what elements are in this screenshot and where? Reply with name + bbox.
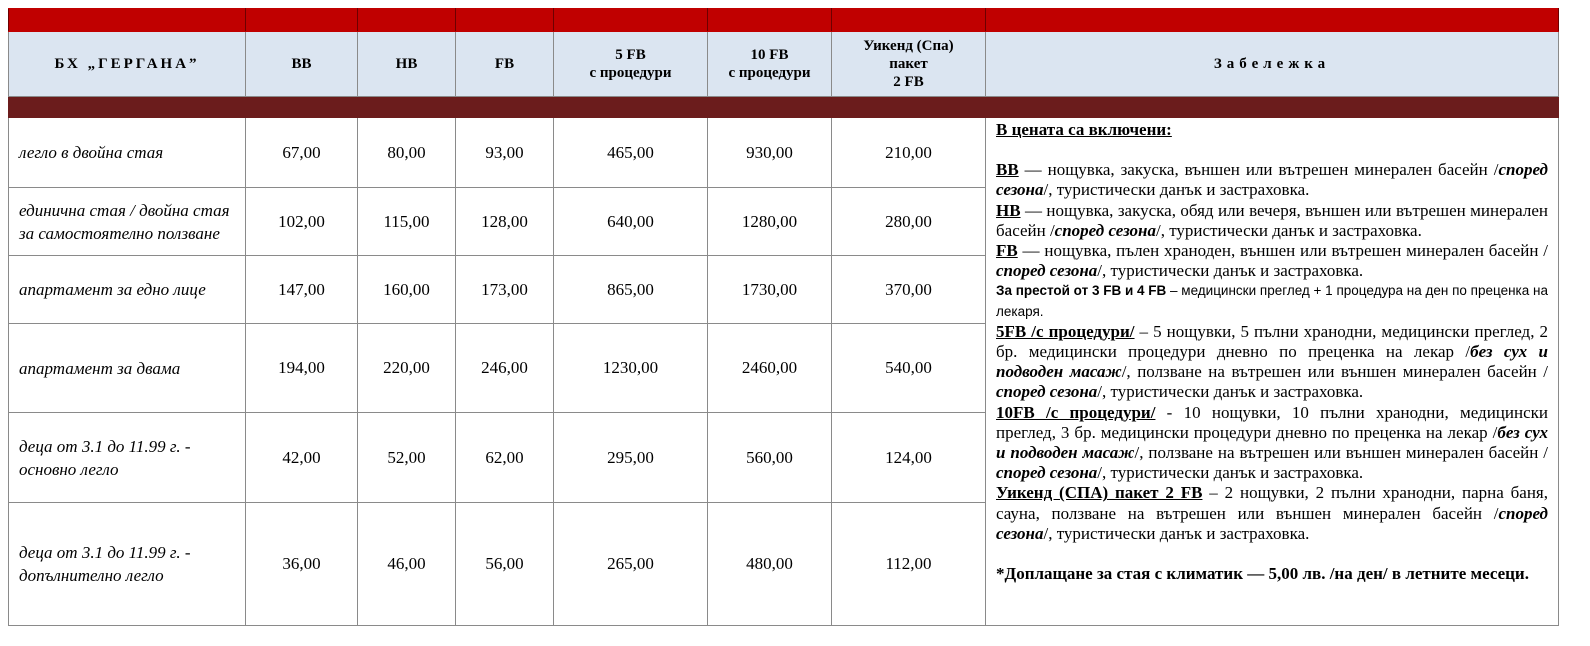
price-cell: 42,00 xyxy=(246,413,358,503)
row-label: единична стая / двойна стая за самостоятелно ползване xyxy=(9,188,246,256)
price-cell: 173,00 xyxy=(456,256,554,324)
header-color-band xyxy=(9,9,1559,32)
note-5fb: 5FB /с процедури/ – 5 нощувки, 5 пълни хранодни, медицински преглед, 2 бр. медицински процедури дневно по преценка на лекар /без сух и подводен масаж/, ползване на вътрешен или външен минерален басейн /според сезона/, туристически данък и застраховка. xyxy=(996,321,1549,402)
price-cell: 1230,00 xyxy=(554,324,708,413)
price-cell: 124,00 xyxy=(832,413,986,503)
price-cell: 80,00 xyxy=(358,118,456,188)
note-title: В цената са включени: xyxy=(996,120,1172,139)
price-cell: 2460,00 xyxy=(708,324,832,413)
note-stay: За престой от 3 FB и 4 FB – медицински преглед + 1 процедура на ден по преценка на лекаря. xyxy=(996,283,1548,319)
row-label: апартамент за двама xyxy=(9,324,246,413)
price-cell: 147,00 xyxy=(246,256,358,324)
price-cell: 52,00 xyxy=(358,413,456,503)
col-hb-header: НВ xyxy=(358,32,456,97)
note-cell xyxy=(986,118,1559,626)
price-cell: 930,00 xyxy=(708,118,832,188)
price-cell: 640,00 xyxy=(554,188,708,256)
note-surcharge: *Доплащане за стая с климатик — 5,00 лв. /на ден/ в летните месеци. xyxy=(996,564,1529,584)
price-cell: 295,00 xyxy=(554,413,708,503)
col-weekend-header: Уикенд (Спа) пакет 2 FB xyxy=(832,32,986,97)
price-cell: 160,00 xyxy=(358,256,456,324)
note-header: Забележка xyxy=(986,32,1559,97)
note-10fb: 10FB /с процедури/ - 10 нощувки, 10 пълни хранодни, медицински преглед, 3 бр. медицински процедури дневно по преценка на лекар /без сух и подводен масаж/, ползване на вътрешен или външен минерален басейн /според сезона/, туристически данък и застраховка. xyxy=(996,402,1549,483)
price-cell: 115,00 xyxy=(358,188,456,256)
row-label: деца от 3.1 до 11.99 г. - допълнително легло xyxy=(9,503,246,626)
price-cell: 56,00 xyxy=(456,503,554,626)
note-weekend: Уикенд (СПА) пакет 2 FB – 2 нощувки, 2 пълни хранодни, парна баня, сауна, ползване на вътрешен или външен минерален басейн /според сезона/, туристически данък и застраховка. xyxy=(996,483,1548,543)
price-cell: 194,00 xyxy=(246,324,358,413)
header-divider-band xyxy=(9,97,1559,118)
table-row xyxy=(9,118,1559,188)
hotel-name-header: БХ „ГЕРГАНА” xyxy=(9,32,246,97)
col-10fb-header: 10 FB с процедури xyxy=(708,32,832,97)
note-fb: FB — нощувка, пълен храноден, външен или вътрешен минерален басейн /според сезона/, туристически данък и застраховка. xyxy=(996,241,1548,281)
row-label: легло в двойна стая xyxy=(9,118,246,188)
row-label: апартамент за едно лице xyxy=(9,256,246,324)
price-cell: 210,00 xyxy=(832,118,986,188)
header-row xyxy=(9,32,1559,97)
price-cell: 67,00 xyxy=(246,118,358,188)
note-hb: НВ — нощувка, закуска, обяд или вечеря, външен или вътрешен минерален басейн /според сезона/, туристически данък и застраховка. xyxy=(996,200,1548,240)
price-cell: 370,00 xyxy=(832,256,986,324)
price-table xyxy=(8,8,1559,626)
col-fb-header: FB xyxy=(456,32,554,97)
price-cell: 280,00 xyxy=(832,188,986,256)
row-label: деца от 3.1 до 11.99 г. - основно легло xyxy=(9,413,246,503)
price-cell: 865,00 xyxy=(554,256,708,324)
price-cell: 540,00 xyxy=(832,324,986,413)
price-cell: 246,00 xyxy=(456,324,554,413)
price-cell: 36,00 xyxy=(246,503,358,626)
price-cell: 128,00 xyxy=(456,188,554,256)
price-cell: 465,00 xyxy=(554,118,708,188)
price-cell: 560,00 xyxy=(708,413,832,503)
price-cell: 1280,00 xyxy=(708,188,832,256)
col-bb-header: ВВ xyxy=(246,32,358,97)
price-cell: 93,00 xyxy=(456,118,554,188)
price-cell: 220,00 xyxy=(358,324,456,413)
price-cell: 62,00 xyxy=(456,413,554,503)
price-cell: 102,00 xyxy=(246,188,358,256)
price-cell: 112,00 xyxy=(832,503,986,626)
col-5fb-header: 5 FB с процедури xyxy=(554,32,708,97)
price-cell: 265,00 xyxy=(554,503,708,626)
price-cell: 46,00 xyxy=(358,503,456,626)
price-cell: 480,00 xyxy=(708,503,832,626)
note-bb: ВВ — нощувка, закуска, външен или вътрешен минерален басейн /според сезона/, туристически данък и застраховка. xyxy=(996,160,1548,200)
price-cell: 1730,00 xyxy=(708,256,832,324)
